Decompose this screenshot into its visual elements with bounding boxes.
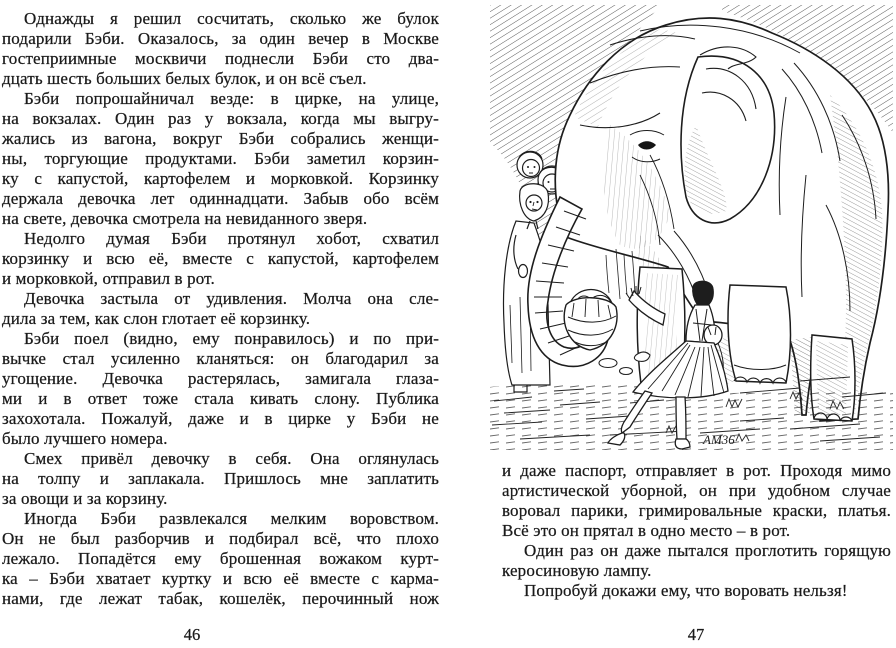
text-line: ны, торгующие продуктами. Бэби заметил корзин- xyxy=(2,149,439,168)
text-line: Бэби поел (видно, ему понравилось) и по при- xyxy=(24,329,439,348)
right-page-text xyxy=(502,461,891,601)
left-page-number: 46 xyxy=(183,625,201,644)
text-line: артистической уборной, он при удобном случае xyxy=(502,481,891,500)
text-line: захохотала. Пожалуй, даже и в цирке у Бэби не xyxy=(2,409,439,428)
text-line: керосиновую лампу. xyxy=(502,561,652,580)
text-line: гостеприимные москвичи поднесли Бэби сто два- xyxy=(2,49,439,68)
text-line: Девочка застыла от удивления. Молча она сле- xyxy=(24,289,439,308)
text-line: Всё это он прятал в одно место – в рот. xyxy=(502,521,791,540)
text-line: дила за тем, как слон глотает её корзинку. xyxy=(2,309,311,328)
text-line: корзинку и всю её, вместе с капустой, картофелем xyxy=(2,249,439,268)
text-line: воровал парики, гримировальные краски, платья. xyxy=(502,501,891,520)
text-line: лежало. Попадётся ему брошенная вожаком курт- xyxy=(2,549,439,568)
text-line: Иногда Бэби развлекался мелким воровством. xyxy=(24,509,439,528)
text-line: Однажды я решил сосчитать, сколько же булок xyxy=(24,9,439,28)
text-line: Бэби попрошайничал везде: в цирке, на улице, xyxy=(24,89,439,108)
text-line: ка – Бэби хватает куртку и всю её вместе с карма- xyxy=(2,569,439,588)
text-line: угощение. Девочка растерялась, замигала глаза- xyxy=(2,369,439,388)
text-line: ку с капустой, картофелем и морковкой. Корзинку xyxy=(2,169,439,188)
text-line: держала девочка лет одиннадцати. Забыв обо всём xyxy=(2,189,439,208)
text-line: на свете, девочка смотрела на невиданного зверя. xyxy=(2,209,368,228)
illustration-signature: АМ36 xyxy=(703,432,735,447)
text-line: жались из вагона, вокруг Бэби собрались женщи- xyxy=(2,129,439,148)
text-line: на толпу и заплакала. Пришлось мне заплатить xyxy=(2,469,439,488)
right-page-number: 47 xyxy=(687,625,705,644)
text-line: нами, где лежат табак, кошелёк, перочинный нож xyxy=(2,589,439,608)
text-line: было лучшего номера. xyxy=(2,429,168,448)
elephant-illustration xyxy=(490,5,893,450)
text-line: дцать шесть больших белых булок, и он всё съел. xyxy=(2,69,367,88)
text-line: Недолго думая Бэби протянул хобот, схватил xyxy=(24,229,439,248)
text-line: и даже паспорт, отправляет в рот. Проходя мимо xyxy=(502,461,891,480)
text-line: вычке стал усиленно кланяться: он благодарил за xyxy=(2,349,439,368)
text-line: Он не был разборчив и подбирал всё, что плохо xyxy=(2,529,439,548)
basket xyxy=(564,290,617,351)
text-line: Один раз он даже пытался проглотить горящую xyxy=(524,541,891,560)
text-line: за овощи и за корзину. xyxy=(2,489,168,508)
text-line: и морковкой, отправил в рот. xyxy=(2,269,215,288)
text-line: Попробуй докажи ему, что воровать нельзя! xyxy=(524,581,848,600)
left-page-text xyxy=(2,9,439,609)
text-line: ми и в ответ тоже стала кивать слону. Публика xyxy=(2,389,439,408)
text-line: подарили Бэби. Оказалось, за один вечер в Москве xyxy=(2,29,439,48)
text-line: Смех привёл девочку в себя. Она оглянулась xyxy=(24,449,439,468)
text-line: на вокзалах. Один раз у вокзала, когда мы выгру- xyxy=(2,109,439,128)
